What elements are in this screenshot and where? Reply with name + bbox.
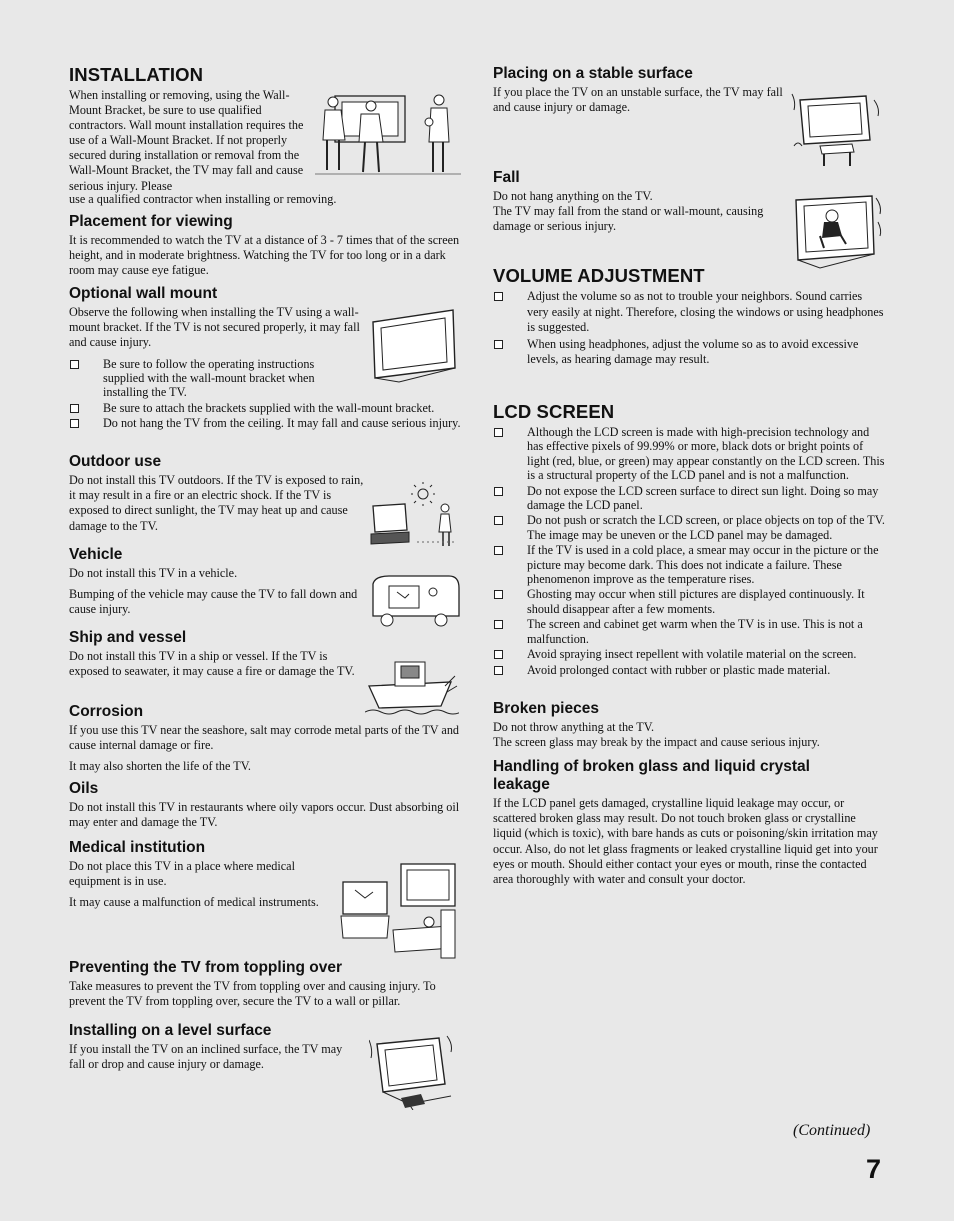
ship-text: Do not install this TV in a ship or vessel. If the TV is exposed to seawater, it may cause a fire or damage the TV.	[69, 649, 355, 679]
placement-text: It is recommended to watch the TV at a distance of 3 - 7 times that of the screen height, and in moderate brightness. Watching the TV for too long or in a dark room may cause eye fatigue.	[69, 233, 460, 278]
list-item: Be sure to attach the brackets supplied with the wall-mount bracket.	[69, 401, 461, 415]
broken-heading: Broken pieces	[493, 700, 599, 717]
corrosion-heading: Corrosion	[69, 703, 144, 720]
list-item: Adjust the volume so as not to trouble your neighbors. Sound carries very easily at night. Therefore, closing the windows or using headphones is suggested.	[493, 289, 885, 336]
medical-heading: Medical institution	[69, 839, 206, 856]
list-item: Avoid spraying insect repellent with volatile material on the screen.	[493, 647, 885, 661]
section-broken	[493, 700, 885, 750]
handling-heading: Handling of broken glass and liquid crystal leakage	[493, 758, 810, 793]
section-volume	[493, 265, 885, 369]
list-item: The screen and cabinet get warm when the TV is in use. This is not a malfunction.	[493, 617, 885, 646]
corrosion-text-1: If you use this TV near the seashore, salt may corrode metal parts of the TV and cause internal damage or fire.	[69, 723, 460, 753]
handling-text: If the LCD panel gets damaged, crystalline liquid leakage may occur, or scattered broken glass may result. Do not touch broken glass or crystalline liquid (which is toxic), with bare hands as cuts or poisoning/skin irritation may occur. Also, do not let glass fragments or leaked crystalline liquid get into your eyes or mouth. Should either contact your eyes or mouth, rinse the contacted area thoroughly with water and consult your doctor.	[493, 796, 878, 887]
fall-heading: Fall	[493, 169, 520, 186]
section-lcd	[493, 401, 885, 678]
volume-list	[493, 289, 885, 368]
installation-text-b: use a qualified contractor when installing or removing.	[69, 192, 337, 206]
lcd-heading: LCD SCREEN	[493, 401, 615, 422]
level-heading: Installing on a level surface	[69, 1022, 272, 1039]
section-toppling	[69, 959, 461, 1009]
installation-heading: INSTALLATION	[69, 64, 204, 85]
list-item: Do not hang the TV from the ceiling. It may fall and cause serious injury.	[69, 416, 461, 430]
list-item: Avoid prolonged contact with rubber or plastic made material.	[493, 663, 885, 677]
vehicle-text-2: Bumping of the vehicle may cause the TV to fall down and cause injury.	[69, 587, 358, 617]
section-oils	[69, 780, 461, 830]
list-item: Do not expose the LCD screen surface to direct sun light. Doing so may damage the LCD panel.	[493, 484, 885, 513]
stable-heading: Placing on a stable surface	[493, 65, 693, 82]
vehicle-text-1: Do not install this TV in a vehicle.	[69, 566, 238, 580]
list-item: When using headphones, adjust the volume so as to avoid excessive levels, as hearing damage may result.	[493, 337, 885, 368]
oils-text: Do not install this TV in restaurants where oily vapors occur. Dust absorbing oil may enter and damage the TV.	[69, 800, 460, 830]
fall-text-2: The TV may fall from the stand or wall-mount, causing damage or serious injury.	[493, 204, 764, 234]
list-item: If the TV is used in a cold place, a smear may occur in the picture or the picture may become dark. This does not indicate a failure. These phenomenon improve as the temperature rises.	[493, 543, 885, 586]
broken-text-2: The screen glass may break by the impact and cause serious injury.	[493, 735, 820, 750]
wall-mount-heading: Optional wall mount	[69, 285, 218, 302]
toppling-text: Take measures to prevent the TV from toppling over and causing injury. To prevent the TV from toppling over, secure the TV to a wall or pillar.	[69, 979, 436, 1009]
wall-tv-illustration	[369, 306, 459, 384]
unstable-tv-illustration	[790, 90, 882, 166]
list-item: Be sure to follow the operating instructions supplied with the wall-mount bracket when installing the TV.	[69, 357, 335, 400]
outdoor-heading: Outdoor use	[69, 453, 162, 470]
wall-mount-text: Observe the following when installing the TV using a wall-mount bracket. If the TV is not secured properly, it may fall and cause injury.	[69, 305, 360, 350]
volume-heading: VOLUME ADJUSTMENT	[493, 265, 705, 286]
medical-illustration	[337, 860, 459, 960]
corrosion-text-2: It may also shorten the life of the TV.	[69, 759, 251, 774]
vehicle-illustration	[369, 574, 461, 630]
continued-label: (Continued)	[793, 1122, 871, 1139]
toppling-heading: Preventing the TV from toppling over	[69, 959, 342, 976]
stable-text: If you place the TV on an unstable surface, the TV may fall and cause injury or damage.	[493, 85, 783, 115]
fall-text-1: Do not hang anything on the TV.	[493, 189, 653, 203]
vehicle-heading: Vehicle	[69, 546, 123, 563]
medical-text-2: It may cause a malfunction of medical instruments.	[69, 895, 319, 910]
section-placement	[69, 213, 461, 279]
list-item: Ghosting may occur when still pictures are displayed continuously. It should disappear after a few moments.	[493, 587, 885, 616]
list-item: Although the LCD screen is made with high-precision technology and has effective pixels of 99.99% or more, black dots or bright points of light (red, blue, or green) may appear constantly on the LCD screen. This is a structural property of the LCD panel and is not a malfunction.	[493, 425, 885, 483]
outdoor-illustration	[367, 482, 459, 552]
page-number: 7	[866, 1154, 882, 1184]
list-item: Do not push or scratch the LCD screen, or place objects on top of the TV. The image may be uneven or the LCD panel may be damaged.	[493, 513, 885, 542]
installers-illustration	[315, 92, 461, 178]
inclined-tv-illustration	[369, 1034, 455, 1110]
installation-text-a: When installing or removing, using the Wall-Mount Bracket, be sure to use qualified contractors. Wall mount installation requires the use of a Wall-Mount Bracket. If not properly secured during installation or removal from the Wall-Mount Bracket, the TV may fall and cause serious injury. Please	[69, 88, 304, 193]
ship-heading: Ship and vessel	[69, 629, 187, 646]
broken-text-1: Do not throw anything at the TV.	[493, 720, 655, 734]
hanging-tv-illustration	[790, 192, 884, 270]
placement-heading: Placement for viewing	[69, 213, 233, 230]
level-text: If you install the TV on an inclined surface, the TV may fall or drop and cause injury or damage.	[69, 1042, 343, 1072]
oils-heading: Oils	[69, 780, 99, 797]
outdoor-text: Do not install this TV outdoors. If the TV is exposed to rain, it may result in a fire or an electric shock. If the TV is exposed to direct sunlight, the TV may heat up and cause damage to the TV.	[69, 473, 364, 533]
section-corrosion	[69, 703, 461, 775]
lcd-list	[493, 425, 885, 677]
section-handling	[493, 758, 885, 887]
medical-text-1: Do not place this TV in a place where medical equipment is in use.	[69, 859, 295, 889]
